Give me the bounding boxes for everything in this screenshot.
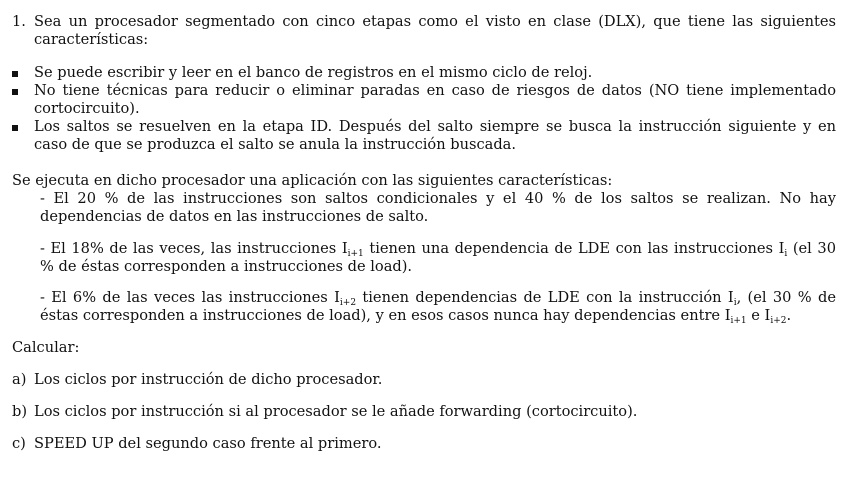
question-letter: a)	[12, 371, 27, 388]
characteristic-2: - El 18% de las veces, las instrucciones $I_{i+1}$ tienen una dependencia de LDE con las instrucciones $I_i$ (el 30 % de éstas corresponden a instrucciones de load).	[40, 240, 836, 275]
bullet-marker	[12, 71, 18, 77]
bullet-item: No tiene técnicas para reducir o eliminar paradas en caso de riesgos de datos (NO tiene implementado cortocircuito).	[34, 82, 836, 117]
bullet-item: Se puede escribir y leer en el banco de registros en el mismo ciclo de reloj.	[34, 64, 593, 81]
calc-label: Calcular:	[12, 339, 80, 356]
app-intro: Se ejecuta en dicho procesador una aplicación con las siguientes características:	[12, 172, 613, 189]
question-letter: c)	[12, 435, 26, 452]
characteristic-3: - El 6% de las veces las instrucciones $I_{i+2}$ tienen dependencias de LDE con la instrucción $I_i$, (el 30 % de éstas corresponden a instrucciones de load), y en esos casos nunca hay dependencias entre $I_{i+1}$ e $I_{i+2}$.	[40, 289, 836, 326]
bullet-marker	[12, 125, 18, 131]
question-text: SPEED UP del segundo caso frente al primero.	[34, 435, 382, 452]
question-text: Los ciclos por instrucción si al procesador se le añade forwarding (cortocircuito).	[34, 403, 638, 420]
question-letter: b)	[12, 403, 28, 420]
bullet-item: Los saltos se resuelven en la etapa ID. Después del salto siempre se busca la instrucción siguiente y en caso de que se produzca el salto se anula la instrucción buscada.	[34, 118, 836, 153]
problem-intro: Sea un procesador segmentado con cinco etapas como el visto en clase (DLX), que tiene las siguientes características:	[34, 13, 836, 48]
problem-number: 1.	[12, 13, 26, 30]
question-text: Los ciclos por instrucción de dicho procesador.	[34, 371, 383, 388]
characteristic-1: - El 20 % de las instrucciones son saltos condicionales y el 40 % de los saltos se realizan. No hay dependencias de datos en las instrucciones de salto.	[40, 190, 836, 225]
bullet-marker	[12, 89, 18, 95]
